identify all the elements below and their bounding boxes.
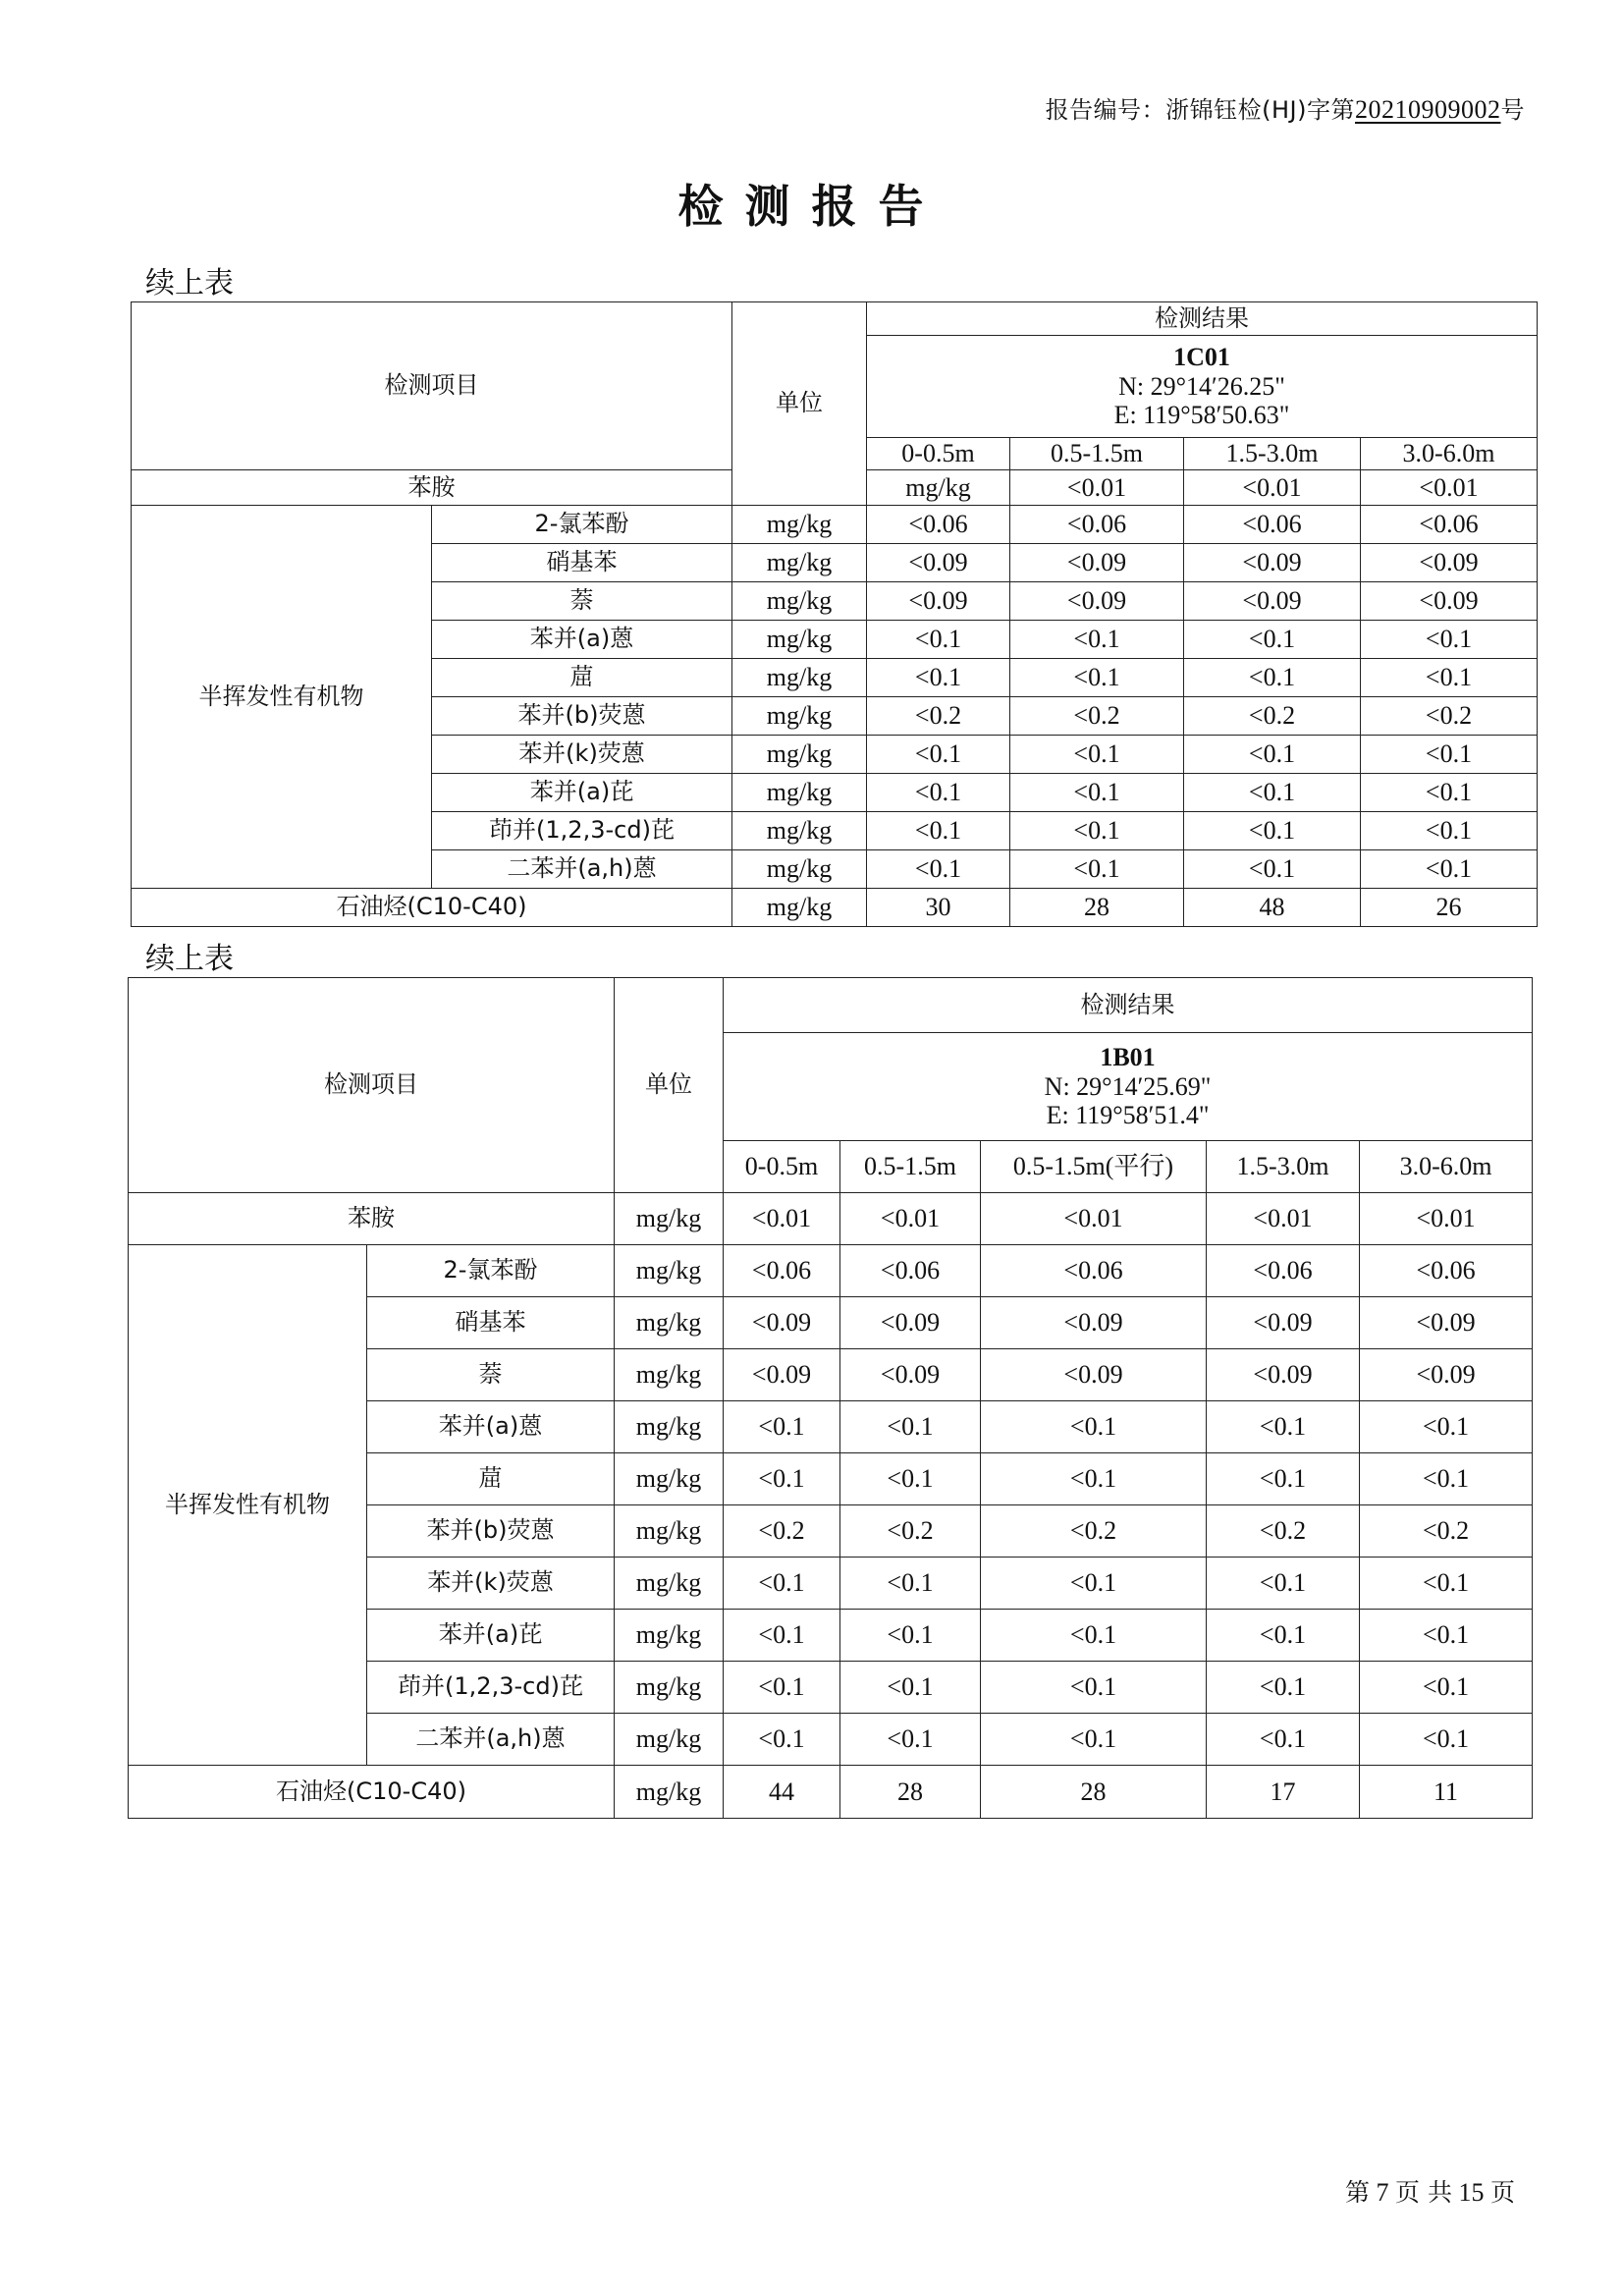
item-name: 2-氯苯酚 bbox=[367, 1245, 615, 1297]
value-cell: <0.1 bbox=[724, 1453, 840, 1505]
value-cell: <0.06 bbox=[724, 1245, 840, 1297]
item-name: 苯并(a)蒽 bbox=[367, 1401, 615, 1453]
location-code: 1C01 bbox=[1173, 342, 1230, 371]
location-latitude: N: 29°14′26.25" bbox=[1118, 371, 1285, 401]
page-mid: 页 共 bbox=[1395, 2178, 1452, 2207]
value-cell: <0.09 bbox=[1010, 544, 1184, 582]
value-cell: <0.09 bbox=[724, 1349, 840, 1401]
value-cell: <0.1 bbox=[1360, 1453, 1533, 1505]
value-cell: <0.1 bbox=[1360, 1610, 1533, 1662]
value-cell: <0.1 bbox=[724, 1662, 840, 1714]
unit-cell: mg/kg bbox=[732, 774, 867, 812]
item-name: 䓛 bbox=[432, 659, 732, 697]
value-cell: <0.1 bbox=[867, 812, 1010, 850]
continued-label-1: 续上表 bbox=[145, 266, 234, 301]
unit-cell: mg/kg bbox=[732, 736, 867, 774]
report-number bbox=[1046, 90, 1525, 125]
result-table-1c01 bbox=[131, 301, 1538, 927]
value-cell: <0.1 bbox=[1207, 1558, 1360, 1610]
sampling-location bbox=[867, 336, 1538, 438]
value-cell: <0.09 bbox=[1361, 544, 1538, 582]
value-cell: <0.06 bbox=[981, 1245, 1207, 1297]
value-cell: <0.1 bbox=[840, 1610, 981, 1662]
item-name: 硝基苯 bbox=[367, 1297, 615, 1349]
unit-header: 单位 bbox=[615, 978, 724, 1193]
value-cell: <0.2 bbox=[1360, 1505, 1533, 1558]
value-cell: <0.09 bbox=[840, 1349, 981, 1401]
unit-cell: mg/kg bbox=[732, 889, 867, 927]
item-name: 2-氯苯酚 bbox=[432, 506, 732, 544]
table-row bbox=[132, 889, 1538, 927]
value-cell: <0.06 bbox=[1010, 506, 1184, 544]
value-cell: <0.1 bbox=[1207, 1610, 1360, 1662]
report-number-suffix: 号 bbox=[1500, 96, 1525, 124]
value-cell: <0.1 bbox=[1010, 812, 1184, 850]
value-cell: <0.09 bbox=[981, 1297, 1207, 1349]
item-name: 石油烃(C10-C40) bbox=[132, 889, 732, 927]
value-cell: <0.2 bbox=[724, 1505, 840, 1558]
value-cell: 44 bbox=[724, 1766, 840, 1819]
value-cell: <0.1 bbox=[981, 1714, 1207, 1766]
value-cell: <0.09 bbox=[1184, 582, 1361, 621]
value-cell: <0.1 bbox=[1207, 1453, 1360, 1505]
value-cell: <0.09 bbox=[1207, 1297, 1360, 1349]
value-cell: <0.01 bbox=[981, 1193, 1207, 1245]
value-cell: <0.2 bbox=[840, 1505, 981, 1558]
value-cell: <0.1 bbox=[724, 1558, 840, 1610]
unit-cell: mg/kg bbox=[732, 850, 867, 889]
value-cell: 28 bbox=[840, 1766, 981, 1819]
value-cell: <0.09 bbox=[724, 1297, 840, 1349]
result-table-1b01 bbox=[128, 977, 1533, 1819]
result-header: 检测结果 bbox=[724, 978, 1533, 1033]
unit-cell: mg/kg bbox=[732, 812, 867, 850]
value-cell: <0.2 bbox=[1010, 697, 1184, 736]
value-cell: <0.1 bbox=[1184, 812, 1361, 850]
value-cell: <0.1 bbox=[1361, 621, 1538, 659]
item-name: 茚并(1,2,3-cd)芘 bbox=[432, 812, 732, 850]
value-cell: <0.1 bbox=[1010, 774, 1184, 812]
value-cell: <0.09 bbox=[867, 544, 1010, 582]
item-name: 䓛 bbox=[367, 1453, 615, 1505]
value-cell: <0.1 bbox=[724, 1401, 840, 1453]
value-cell: <0.1 bbox=[840, 1453, 981, 1505]
unit-cell: mg/kg bbox=[867, 470, 1010, 506]
item-name: 苯胺 bbox=[129, 1193, 615, 1245]
value-cell: <0.1 bbox=[840, 1662, 981, 1714]
value-cell: <0.1 bbox=[1361, 850, 1538, 889]
value-cell: <0.1 bbox=[867, 774, 1010, 812]
item-name: 苯胺 bbox=[132, 470, 732, 506]
value-cell: 28 bbox=[981, 1766, 1207, 1819]
location-latitude: N: 29°14′25.69" bbox=[1044, 1071, 1212, 1101]
item-name: 苯并(a)蒽 bbox=[432, 621, 732, 659]
value-cell: <0.1 bbox=[1010, 659, 1184, 697]
group-name: 半挥发性有机物 bbox=[132, 506, 432, 889]
value-cell: <0.1 bbox=[981, 1453, 1207, 1505]
value-cell: <0.1 bbox=[1360, 1401, 1533, 1453]
value-cell: <0.1 bbox=[724, 1714, 840, 1766]
value-cell: <0.2 bbox=[1207, 1505, 1360, 1558]
value-cell: <0.1 bbox=[981, 1401, 1207, 1453]
unit-cell: mg/kg bbox=[615, 1766, 724, 1819]
value-cell: <0.1 bbox=[1207, 1401, 1360, 1453]
value-cell: <0.1 bbox=[840, 1714, 981, 1766]
value-cell: <0.06 bbox=[1360, 1245, 1533, 1297]
value-cell: <0.2 bbox=[867, 697, 1010, 736]
item-name: 萘 bbox=[432, 582, 732, 621]
value-cell: <0.1 bbox=[981, 1662, 1207, 1714]
value-cell: <0.2 bbox=[981, 1505, 1207, 1558]
value-cell: <0.2 bbox=[1184, 697, 1361, 736]
depth-header: 0-0.5m bbox=[724, 1141, 840, 1193]
value-cell: 28 bbox=[1010, 889, 1184, 927]
value-cell: <0.1 bbox=[1207, 1662, 1360, 1714]
value-cell: <0.1 bbox=[840, 1558, 981, 1610]
value-cell: <0.1 bbox=[1184, 621, 1361, 659]
depth-header: 1.5-3.0m bbox=[1184, 438, 1361, 470]
item-name: 苯并(a)芘 bbox=[367, 1610, 615, 1662]
value-cell: 30 bbox=[867, 889, 1010, 927]
value-cell: <0.09 bbox=[981, 1349, 1207, 1401]
value-cell: <0.06 bbox=[1184, 506, 1361, 544]
value-cell: <0.1 bbox=[1361, 812, 1538, 850]
unit-cell: mg/kg bbox=[732, 697, 867, 736]
value-cell: <0.1 bbox=[1184, 736, 1361, 774]
value-cell: <0.1 bbox=[1360, 1662, 1533, 1714]
item-name: 石油烃(C10-C40) bbox=[129, 1766, 615, 1819]
item-name: 硝基苯 bbox=[432, 544, 732, 582]
location-longitude: E: 119°58′51.4" bbox=[1046, 1101, 1210, 1130]
value-cell: <0.01 bbox=[1184, 470, 1361, 506]
unit-cell: mg/kg bbox=[615, 1610, 724, 1662]
value-cell: <0.01 bbox=[1361, 470, 1538, 506]
unit-cell: mg/kg bbox=[732, 659, 867, 697]
item-name: 苯并(b)荧蒽 bbox=[367, 1505, 615, 1558]
depth-header: 3.0-6.0m bbox=[1360, 1141, 1533, 1193]
value-cell: <0.1 bbox=[840, 1401, 981, 1453]
value-cell: <0.1 bbox=[1361, 736, 1538, 774]
value-cell: <0.09 bbox=[867, 582, 1010, 621]
unit-cell: mg/kg bbox=[615, 1297, 724, 1349]
item-name: 苯并(k)荧蒽 bbox=[432, 736, 732, 774]
value-cell: 11 bbox=[1360, 1766, 1533, 1819]
value-cell: <0.1 bbox=[1361, 774, 1538, 812]
value-cell: <0.01 bbox=[840, 1193, 981, 1245]
unit-cell: mg/kg bbox=[732, 621, 867, 659]
value-cell: <0.2 bbox=[1361, 697, 1538, 736]
page-total: 15 bbox=[1458, 2178, 1485, 2207]
value-cell: <0.1 bbox=[981, 1610, 1207, 1662]
value-cell: 48 bbox=[1184, 889, 1361, 927]
item-header: 检测项目 bbox=[132, 302, 732, 470]
item-name: 苯并(b)荧蒽 bbox=[432, 697, 732, 736]
unit-cell: mg/kg bbox=[615, 1662, 724, 1714]
table-row bbox=[132, 506, 1538, 544]
value-cell: <0.1 bbox=[1184, 850, 1361, 889]
item-name: 二苯并(a,h)蒽 bbox=[432, 850, 732, 889]
value-cell: <0.06 bbox=[867, 506, 1010, 544]
value-cell: <0.1 bbox=[981, 1558, 1207, 1610]
continued-label-2: 续上表 bbox=[145, 942, 234, 976]
depth-header: 3.0-6.0m bbox=[1361, 438, 1538, 470]
depth-header: 0-0.5m bbox=[867, 438, 1010, 470]
item-name: 苯并(k)荧蒽 bbox=[367, 1558, 615, 1610]
unit-cell: mg/kg bbox=[732, 582, 867, 621]
value-cell: <0.1 bbox=[1360, 1558, 1533, 1610]
value-cell: <0.09 bbox=[1360, 1297, 1533, 1349]
value-cell: <0.01 bbox=[724, 1193, 840, 1245]
result-header: 检测结果 bbox=[867, 302, 1538, 336]
value-cell: <0.1 bbox=[867, 659, 1010, 697]
value-cell: <0.09 bbox=[1184, 544, 1361, 582]
item-header: 检测项目 bbox=[129, 978, 615, 1193]
value-cell: <0.1 bbox=[724, 1610, 840, 1662]
value-cell: <0.1 bbox=[867, 850, 1010, 889]
depth-header: 1.5-3.0m bbox=[1207, 1141, 1360, 1193]
depth-header: 0.5-1.5m bbox=[840, 1141, 981, 1193]
unit-cell: mg/kg bbox=[615, 1245, 724, 1297]
unit-cell: mg/kg bbox=[615, 1349, 724, 1401]
value-cell: <0.06 bbox=[840, 1245, 981, 1297]
value-cell: 26 bbox=[1361, 889, 1538, 927]
unit-header: 单位 bbox=[732, 302, 867, 506]
value-cell: <0.01 bbox=[1010, 470, 1184, 506]
value-cell: <0.01 bbox=[1360, 1193, 1533, 1245]
page-title: 检测报告 bbox=[677, 180, 946, 233]
value-cell: <0.1 bbox=[1207, 1714, 1360, 1766]
value-cell: <0.09 bbox=[1010, 582, 1184, 621]
report-number-prefix: 报告编号：浙锦钰检(HJ)字第 bbox=[1045, 96, 1355, 124]
value-cell: <0.1 bbox=[1010, 850, 1184, 889]
value-cell: <0.09 bbox=[1207, 1349, 1360, 1401]
location-code: 1B01 bbox=[1100, 1042, 1156, 1071]
table-row bbox=[129, 1245, 1533, 1297]
unit-cell: mg/kg bbox=[615, 1193, 724, 1245]
value-cell: <0.1 bbox=[1361, 659, 1538, 697]
depth-header: 0.5-1.5m bbox=[1010, 438, 1184, 470]
item-name: 苯并(a)芘 bbox=[432, 774, 732, 812]
table-row bbox=[129, 1766, 1533, 1819]
item-name: 茚并(1,2,3-cd)芘 bbox=[367, 1662, 615, 1714]
value-cell: <0.1 bbox=[1010, 736, 1184, 774]
unit-cell: mg/kg bbox=[732, 506, 867, 544]
value-cell: 17 bbox=[1207, 1766, 1360, 1819]
value-cell: <0.01 bbox=[1207, 1193, 1360, 1245]
unit-cell: mg/kg bbox=[615, 1714, 724, 1766]
page-current: 7 bbox=[1376, 2178, 1389, 2207]
location-longitude: E: 119°58′50.63" bbox=[1113, 401, 1290, 430]
unit-cell: mg/kg bbox=[615, 1505, 724, 1558]
unit-cell: mg/kg bbox=[732, 544, 867, 582]
page-prefix: 第 bbox=[1345, 2178, 1371, 2207]
value-cell: <0.1 bbox=[1184, 774, 1361, 812]
value-cell: <0.06 bbox=[1361, 506, 1538, 544]
unit-cell: mg/kg bbox=[615, 1401, 724, 1453]
group-name: 半挥发性有机物 bbox=[129, 1245, 367, 1766]
unit-cell: mg/kg bbox=[615, 1453, 724, 1505]
page-number bbox=[1345, 2173, 1515, 2209]
value-cell: <0.1 bbox=[867, 621, 1010, 659]
sampling-location bbox=[724, 1033, 1533, 1141]
unit-cell: mg/kg bbox=[615, 1558, 724, 1610]
value-cell: <0.1 bbox=[1010, 621, 1184, 659]
value-cell: <0.09 bbox=[1360, 1349, 1533, 1401]
table-row bbox=[129, 1193, 1533, 1245]
report-number-value: 20210909002 bbox=[1355, 95, 1501, 124]
value-cell: <0.1 bbox=[1360, 1714, 1533, 1766]
value-cell: <0.1 bbox=[867, 736, 1010, 774]
depth-header: 0.5-1.5m(平行) bbox=[981, 1141, 1207, 1193]
item-name: 萘 bbox=[367, 1349, 615, 1401]
value-cell: <0.1 bbox=[1184, 659, 1361, 697]
value-cell: <0.09 bbox=[840, 1297, 981, 1349]
item-name: 二苯并(a,h)蒽 bbox=[367, 1714, 615, 1766]
value-cell: <0.06 bbox=[1207, 1245, 1360, 1297]
page-suffix: 页 bbox=[1489, 2178, 1515, 2207]
value-cell: <0.09 bbox=[1361, 582, 1538, 621]
